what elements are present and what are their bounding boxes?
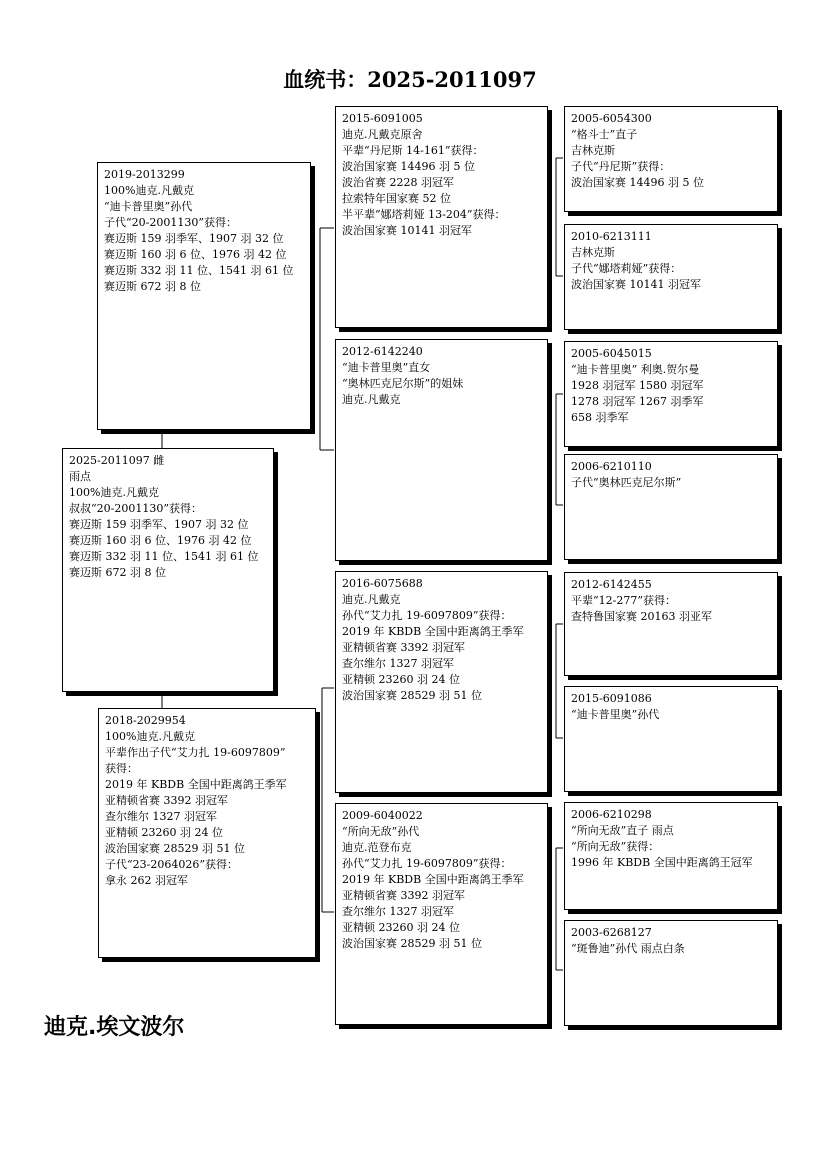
pedigree-line: 100%迪克.凡戴克 [69,486,159,499]
pedigree-line: “奥林匹克尼尔斯”的姐妹 [342,377,464,390]
pedigree-line: 迪克.凡戴克 [342,593,401,606]
pedigree-line: 波治国家赛 28529 羽 51 位 [342,937,482,950]
pedigree-line: 亚精顿 23260 羽 24 位 [342,921,460,934]
pedigree-line: “迪卡普里奥”孙代 [571,708,660,721]
pedigree-line: “格斗士”直子 [571,128,638,141]
pedigree-line: 赛迈斯 159 羽季军、1907 羽 32 位 [104,232,284,245]
pedigree-line: 查尔维尔 1327 羽冠军 [342,657,454,670]
ring-number: 2005-6045015 [571,347,652,360]
great-grandparent-card-7 [564,802,778,910]
pedigree-line: 半平辈“娜塔莉娅 13-204”获得： [342,208,506,221]
pedigree-line: 子代“23-2064026”获得： [105,858,238,871]
sire-card [97,162,311,430]
ring-number: 2006-6210298 [571,808,652,821]
pedigree-line: 波治省赛 2228 羽冠军 [342,176,454,189]
pedigree-line: 波治国家赛 10141 羽冠军 [342,224,472,237]
pedigree-line: 孙代“艾力扎 19-6097809”获得： [342,609,512,622]
pedigree-line: 赛迈斯 332 羽 11 位、1541 羽 61 位 [69,550,259,563]
dam-dam-card [335,803,548,1025]
pedigree-line: 赛迈斯 160 羽 6 位、1976 羽 42 位 [104,248,287,261]
sire-dam-card [335,339,548,561]
ring-number: 2016-6075688 [342,577,423,590]
pedigree-line: 拉索特年国家赛 52 位 [342,192,451,205]
pedigree-line: 子代“20-2001130”获得： [104,216,237,229]
ring-number: 2019-2013299 [104,168,185,181]
pedigree-line: 波治国家赛 14496 羽 5 位 [571,176,704,189]
great-grandparent-card-6 [564,686,778,792]
pedigree-line: 波治国家赛 28529 羽 51 位 [105,842,245,855]
pedigree-line: 1278 羽冠军 1267 羽季军 [571,395,704,408]
pedigree-line: 2019 年 KBDB 全国中距离鸽王季军 [105,778,287,791]
pedigree-line: 查特鲁国家赛 20163 羽亚军 [571,610,712,623]
great-grandparent-card-3 [564,341,778,447]
pedigree-line: 平辈“12-277”获得： [571,594,676,607]
pedigree-line: 查尔维尔 1327 羽冠军 [105,810,217,823]
pedigree-line: 平辈作出子代“艾力扎 19-6097809” [105,746,286,759]
pedigree-line: 迪克.范登布克 [342,841,412,854]
pedigree-line: “所向无敌”孙代 [342,825,420,838]
pedigree-line: 1928 羽冠军 1580 羽冠军 [571,379,704,392]
sire-sire-card [335,106,548,328]
subject-pigeon-card [62,448,274,692]
great-grandparent-card-2 [564,224,778,330]
pedigree-line: 拿永 262 羽冠军 [105,874,188,887]
pedigree-line: 波治国家赛 28529 羽 51 位 [342,689,482,702]
pedigree-line: “迪卡普里奥”孙代 [104,200,193,213]
pedigree-line: 吉林克斯 [571,144,615,157]
pedigree-line: 叔叔“20-2001130”获得： [69,502,202,515]
pedigree-line: 波治国家赛 14496 羽 5 位 [342,160,475,173]
pedigree-line: “所向无敌”获得： [571,840,660,853]
dam-sire-card [335,571,548,793]
pedigree-line: 获得： [105,762,138,775]
pedigree-line: 平辈“丹尼斯 14-161”获得： [342,144,484,157]
pedigree-line: 迪克.凡戴克原舍 [342,128,423,141]
pedigree-line: 雨点 [69,470,91,483]
great-grandparent-card-1 [564,106,778,212]
pedigree-line: 吉林克斯 [571,246,615,259]
pedigree-line: “斑鲁迪”孙代 雨点白条 [571,942,685,955]
ring-number: 2010-6213111 [571,230,652,243]
ring-number: 2006-6210110 [571,460,652,473]
pedigree-line: 2019 年 KBDB 全国中距离鸽王季军 [342,873,524,886]
pedigree-line: 2019 年 KBDB 全国中距离鸽王季军 [342,625,524,638]
ring-number: 2015-6091005 [342,112,423,125]
great-grandparent-card-4 [564,454,778,560]
pedigree-line: 子代“奥林匹克尼尔斯” [571,476,682,489]
great-grandparent-card-8 [564,920,778,1026]
pedigree-line: 亚精顿省赛 3392 羽冠军 [105,794,228,807]
pedigree-line: 658 羽季军 [571,411,629,424]
ring-number: 2012-6142240 [342,345,423,358]
breeder-name: 迪克.埃文波尔 [44,1015,185,1040]
page-title: 血统书：2025-2011097 [283,67,537,92]
ring-number: 2009-6040022 [342,809,423,822]
pedigree-line: 赛迈斯 672 羽 8 位 [104,280,201,293]
ring-number: 2018-2029954 [105,714,186,727]
pedigree-line: 子代“娜塔莉娅”获得： [571,262,682,275]
pedigree-line: 孙代“艾力扎 19-6097809”获得： [342,857,512,870]
pedigree-line: 亚精顿省赛 3392 羽冠军 [342,641,465,654]
ring-number: 2005-6054300 [571,112,652,125]
ring-number: 2015-6091086 [571,692,652,705]
pedigree-line: 波治国家赛 10141 羽冠军 [571,278,701,291]
pedigree-line: 亚精顿省赛 3392 羽冠军 [342,889,465,902]
pedigree-line: 子代“丹尼斯”获得： [571,160,671,173]
pedigree-line: 查尔维尔 1327 羽冠军 [342,905,454,918]
pedigree-line: 赛迈斯 672 羽 8 位 [69,566,166,579]
great-grandparent-card-5 [564,572,778,676]
pedigree-line: 赛迈斯 160 羽 6 位、1976 羽 42 位 [69,534,252,547]
pedigree-line: 1996 年 KBDB 全国中距离鸽王冠军 [571,856,753,869]
pedigree-line: “所向无敌”直子 雨点 [571,824,674,837]
pedigree-line: 100%迪克.凡戴克 [105,730,195,743]
pedigree-line: 赛迈斯 332 羽 11 位、1541 羽 61 位 [104,264,294,277]
pedigree-line: 赛迈斯 159 羽季军、1907 羽 32 位 [69,518,249,531]
pedigree-line: “迪卡普里奥” 利奥.贺尔曼 [571,363,700,376]
pedigree-line: “迪卡普里奥”直女 [342,361,431,374]
dam-card [98,708,316,958]
ring-number: 2012-6142455 [571,578,652,591]
pedigree-line: 亚精顿 23260 羽 24 位 [105,826,223,839]
ring-number: 2003-6268127 [571,926,652,939]
pedigree-line: 迪克.凡戴克 [342,393,401,406]
pedigree-line: 亚精顿 23260 羽 24 位 [342,673,460,686]
pedigree-line: 100%迪克.凡戴克 [104,184,194,197]
ring-number: 2025-2011097 雌 [69,454,165,467]
